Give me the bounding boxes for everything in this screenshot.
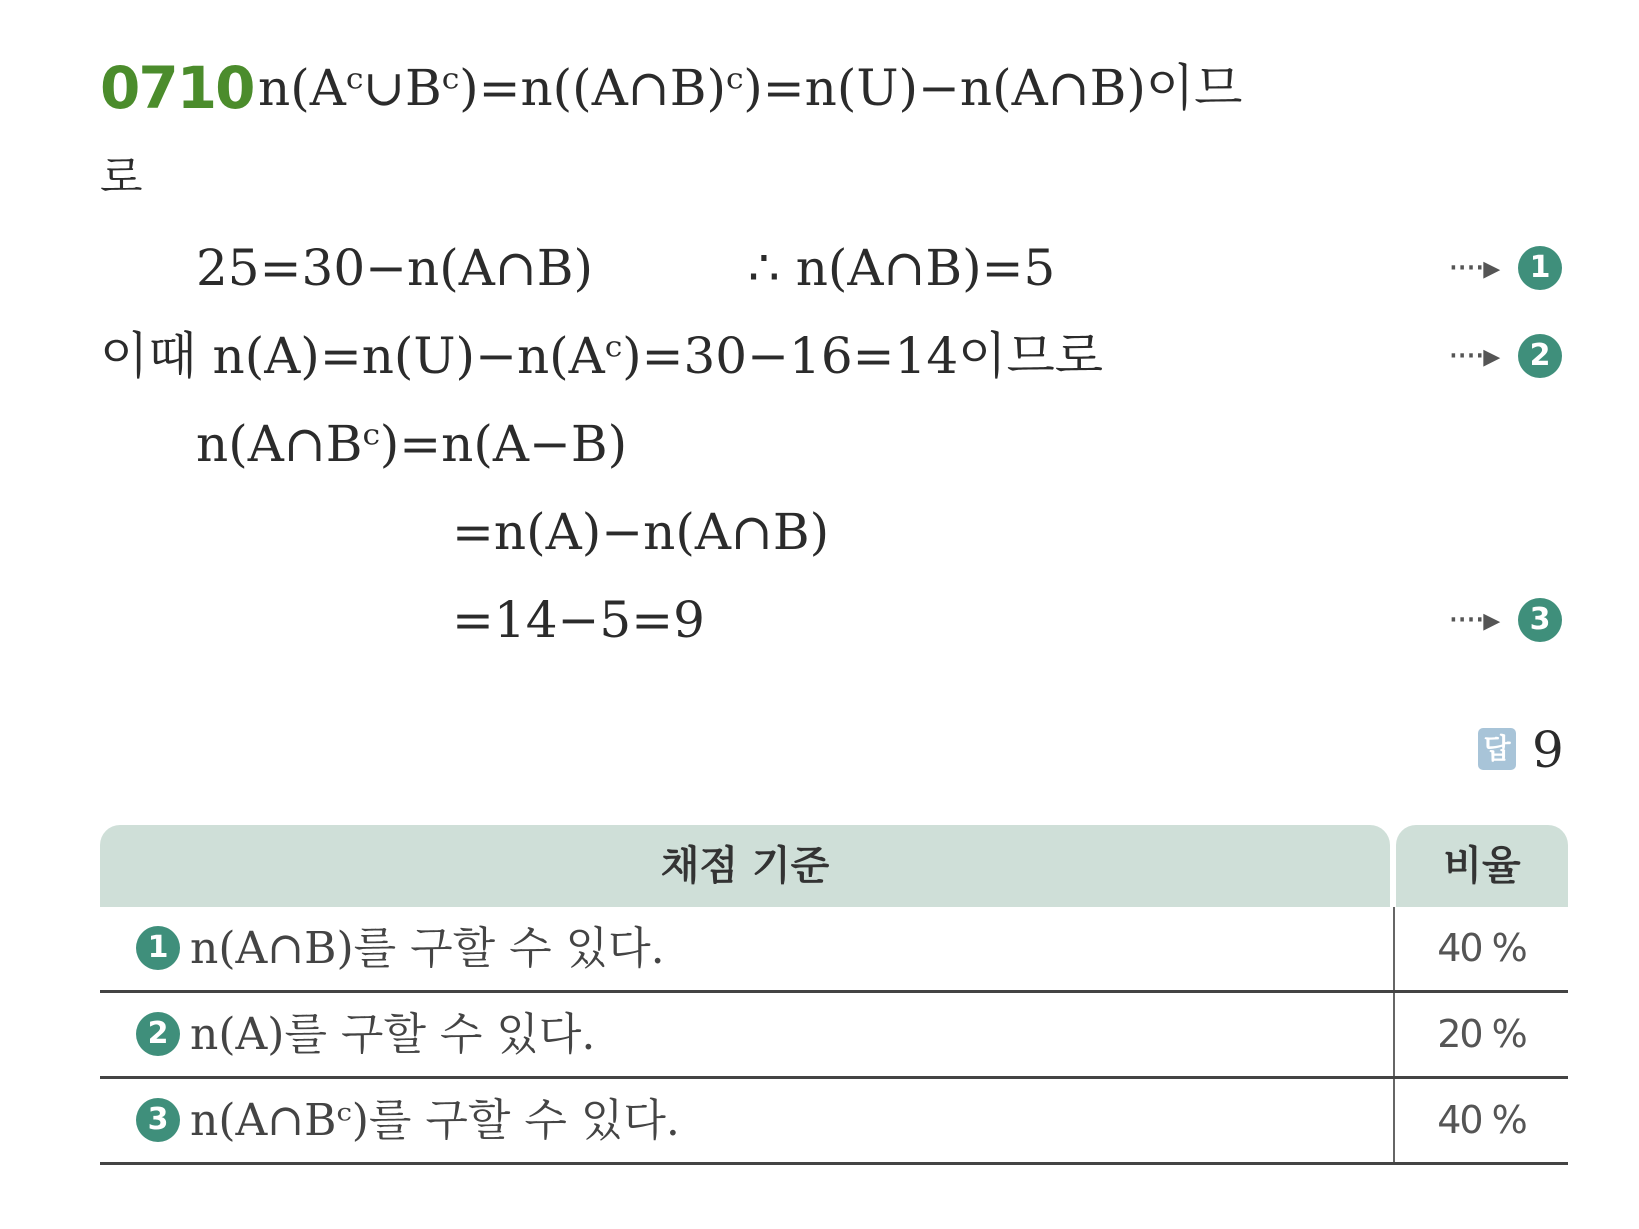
header-ratio: 비율: [1443, 843, 1521, 889]
criteria: [136, 907, 665, 990]
criteria-text: n(A∩Bᶜ)를 구할 수 있다.: [190, 1095, 680, 1146]
ratio-cell: 40 %: [1437, 1098, 1526, 1142]
step-marker-2: [1448, 326, 1568, 386]
step-circle: 2: [136, 1012, 180, 1056]
grading-table: [100, 825, 1568, 1165]
step-circle-2: 2: [1518, 334, 1562, 378]
table-row: [100, 1079, 1568, 1165]
table-row: [100, 993, 1568, 1079]
criteria-cell: [100, 1079, 1395, 1162]
header-criteria-cell: [100, 825, 1390, 907]
solution-line-1: n(Aᶜ∪Bᶜ)=n((A∩B)ᶜ)=n(U)−n(A∩B)이므: [258, 59, 1243, 117]
arrow-dots-icon: ····▸: [1448, 336, 1499, 376]
step-circle-3: 3: [1518, 598, 1562, 642]
answer-icon: 답: [1478, 728, 1516, 770]
solution-line-1-wrap: 로: [100, 152, 143, 203]
answer: [1478, 718, 1608, 782]
step-marker-3: [1448, 590, 1568, 650]
criteria-text: n(A)를 구할 수 있다.: [190, 1009, 596, 1060]
arrow-dots-icon: ····▸: [1448, 248, 1499, 288]
criteria-text: n(A∩B)를 구할 수 있다.: [190, 923, 665, 974]
criteria: [136, 1079, 680, 1162]
problem-number: 0710: [100, 54, 254, 122]
solution-line-5: =n(A)−n(A∩B): [452, 503, 830, 561]
solution-line-6: =14−5=9: [452, 591, 705, 649]
solution-line-4: n(A∩Bᶜ)=n(A−B): [196, 415, 628, 473]
step-marker-1: [1448, 238, 1568, 298]
answer-value: 9: [1532, 721, 1564, 779]
solution-line-2-left: 25=30−n(A∩B): [196, 239, 593, 297]
step-circle: 1: [136, 926, 180, 970]
table-header: [100, 825, 1568, 907]
arrow-dots-icon: ····▸: [1448, 600, 1499, 640]
solution-line-3: 이때 n(A)=n(U)−n(Aᶜ)=30−16=14이므로: [100, 327, 1104, 385]
header-criteria: 채점 기준: [660, 843, 830, 889]
solution-line-2-right: ∴ n(A∩B)=5: [748, 239, 1056, 297]
header-ratio-cell: [1396, 825, 1568, 907]
criteria-cell: [100, 907, 1395, 990]
ratio-cell: 40 %: [1437, 926, 1526, 970]
step-circle-1: 1: [1518, 246, 1562, 290]
criteria-cell: [100, 993, 1395, 1076]
ratio-cell: 20 %: [1437, 1012, 1526, 1056]
criteria: [136, 993, 595, 1076]
step-circle: 3: [136, 1098, 180, 1142]
table-row: [100, 907, 1568, 993]
